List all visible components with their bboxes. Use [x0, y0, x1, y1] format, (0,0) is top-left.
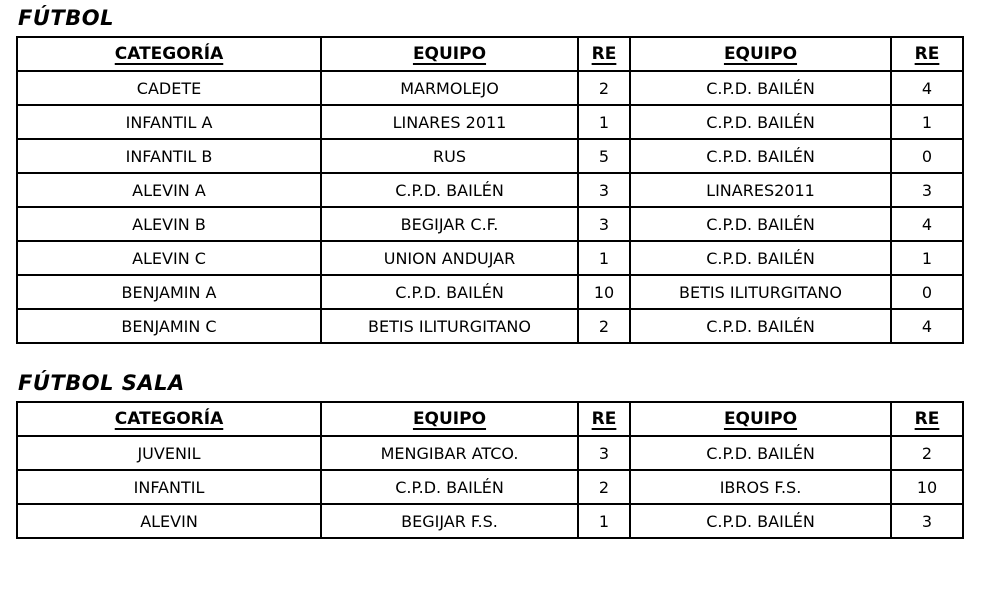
team-b-cell: C.P.D. BAILÉN: [630, 309, 891, 343]
team-b-cell: IBROS F.S.: [630, 470, 891, 504]
table-row: [17, 105, 963, 139]
column-header-re-a: RE: [578, 402, 630, 436]
category-cell: ALEVIN B: [17, 207, 321, 241]
category-cell: INFANTIL: [17, 470, 321, 504]
result-a-cell: 2: [578, 470, 630, 504]
section-futbol: [16, 6, 976, 344]
category-cell: JUVENIL: [17, 436, 321, 470]
column-header-re-a: RE: [578, 37, 630, 71]
team-b-cell: LINARES2011: [630, 173, 891, 207]
team-b-cell: C.P.D. BAILÉN: [630, 139, 891, 173]
team-a-cell: BETIS ILITURGITANO: [321, 309, 578, 343]
column-header-equipo-a: EQUIPO: [321, 402, 578, 436]
column-header-re-b: RE: [891, 402, 963, 436]
result-b-cell: 3: [891, 504, 963, 538]
team-a-cell: MENGIBAR ATCO.: [321, 436, 578, 470]
table-row: [17, 241, 963, 275]
table-row: [17, 470, 963, 504]
result-b-cell: 4: [891, 309, 963, 343]
team-a-cell: MARMOLEJO: [321, 71, 578, 105]
team-a-cell: C.P.D. BAILÉN: [321, 275, 578, 309]
section-title-futbol: FÚTBOL: [18, 6, 114, 30]
result-b-cell: 0: [891, 275, 963, 309]
result-a-cell: 10: [578, 275, 630, 309]
table-row: [17, 309, 963, 343]
category-cell: INFANTIL A: [17, 105, 321, 139]
result-a-cell: 2: [578, 71, 630, 105]
category-cell: ALEVIN A: [17, 173, 321, 207]
team-a-cell: LINARES 2011: [321, 105, 578, 139]
result-a-cell: 3: [578, 207, 630, 241]
result-b-cell: 10: [891, 470, 963, 504]
result-b-cell: 4: [891, 71, 963, 105]
result-a-cell: 3: [578, 436, 630, 470]
team-a-cell: RUS: [321, 139, 578, 173]
team-a-cell: UNION ANDUJAR: [321, 241, 578, 275]
result-b-cell: 1: [891, 241, 963, 275]
table-row: [17, 504, 963, 538]
team-a-cell: C.P.D. BAILÉN: [321, 173, 578, 207]
category-cell: ALEVIN: [17, 504, 321, 538]
result-b-cell: 1: [891, 105, 963, 139]
column-header-categoria: CATEGORÍA: [17, 37, 321, 71]
result-b-cell: 4: [891, 207, 963, 241]
result-b-cell: 3: [891, 173, 963, 207]
result-b-cell: 2: [891, 436, 963, 470]
category-cell: BENJAMIN C: [17, 309, 321, 343]
futbol-results-table: [16, 36, 964, 344]
team-b-cell: BETIS ILITURGITANO: [630, 275, 891, 309]
table-row: [17, 71, 963, 105]
column-header-equipo-b: EQUIPO: [630, 402, 891, 436]
result-a-cell: 2: [578, 309, 630, 343]
team-b-cell: C.P.D. BAILÉN: [630, 71, 891, 105]
category-cell: CADETE: [17, 71, 321, 105]
column-header-categoria: CATEGORÍA: [17, 402, 321, 436]
table-row: [17, 207, 963, 241]
category-cell: INFANTIL B: [17, 139, 321, 173]
table-row: [17, 436, 963, 470]
section-futbol-sala: [16, 371, 976, 539]
column-header-equipo-b: EQUIPO: [630, 37, 891, 71]
table-row: [17, 275, 963, 309]
result-a-cell: 1: [578, 504, 630, 538]
table-row: [17, 173, 963, 207]
result-a-cell: 3: [578, 173, 630, 207]
header-row: [17, 402, 963, 436]
table-row: [17, 139, 963, 173]
category-cell: BENJAMIN A: [17, 275, 321, 309]
result-b-cell: 0: [891, 139, 963, 173]
section-title-futbol-sala: FÚTBOL SALA: [18, 371, 185, 396]
team-b-cell: C.P.D. BAILÉN: [630, 241, 891, 275]
team-a-cell: BEGIJAR C.F.: [321, 207, 578, 241]
team-b-cell: C.P.D. BAILÉN: [630, 105, 891, 139]
category-cell: ALEVIN C: [17, 241, 321, 275]
result-a-cell: 1: [578, 105, 630, 139]
header-row: [17, 37, 963, 71]
column-header-equipo-a: EQUIPO: [321, 37, 578, 71]
futbol-sala-results-table: [16, 401, 964, 539]
result-a-cell: 1: [578, 241, 630, 275]
team-a-cell: BEGIJAR F.S.: [321, 504, 578, 538]
column-header-re-b: RE: [891, 37, 963, 71]
team-a-cell: C.P.D. BAILÉN: [321, 470, 578, 504]
result-a-cell: 5: [578, 139, 630, 173]
team-b-cell: C.P.D. BAILÉN: [630, 504, 891, 538]
team-b-cell: C.P.D. BAILÉN: [630, 207, 891, 241]
team-b-cell: C.P.D. BAILÉN: [630, 436, 891, 470]
